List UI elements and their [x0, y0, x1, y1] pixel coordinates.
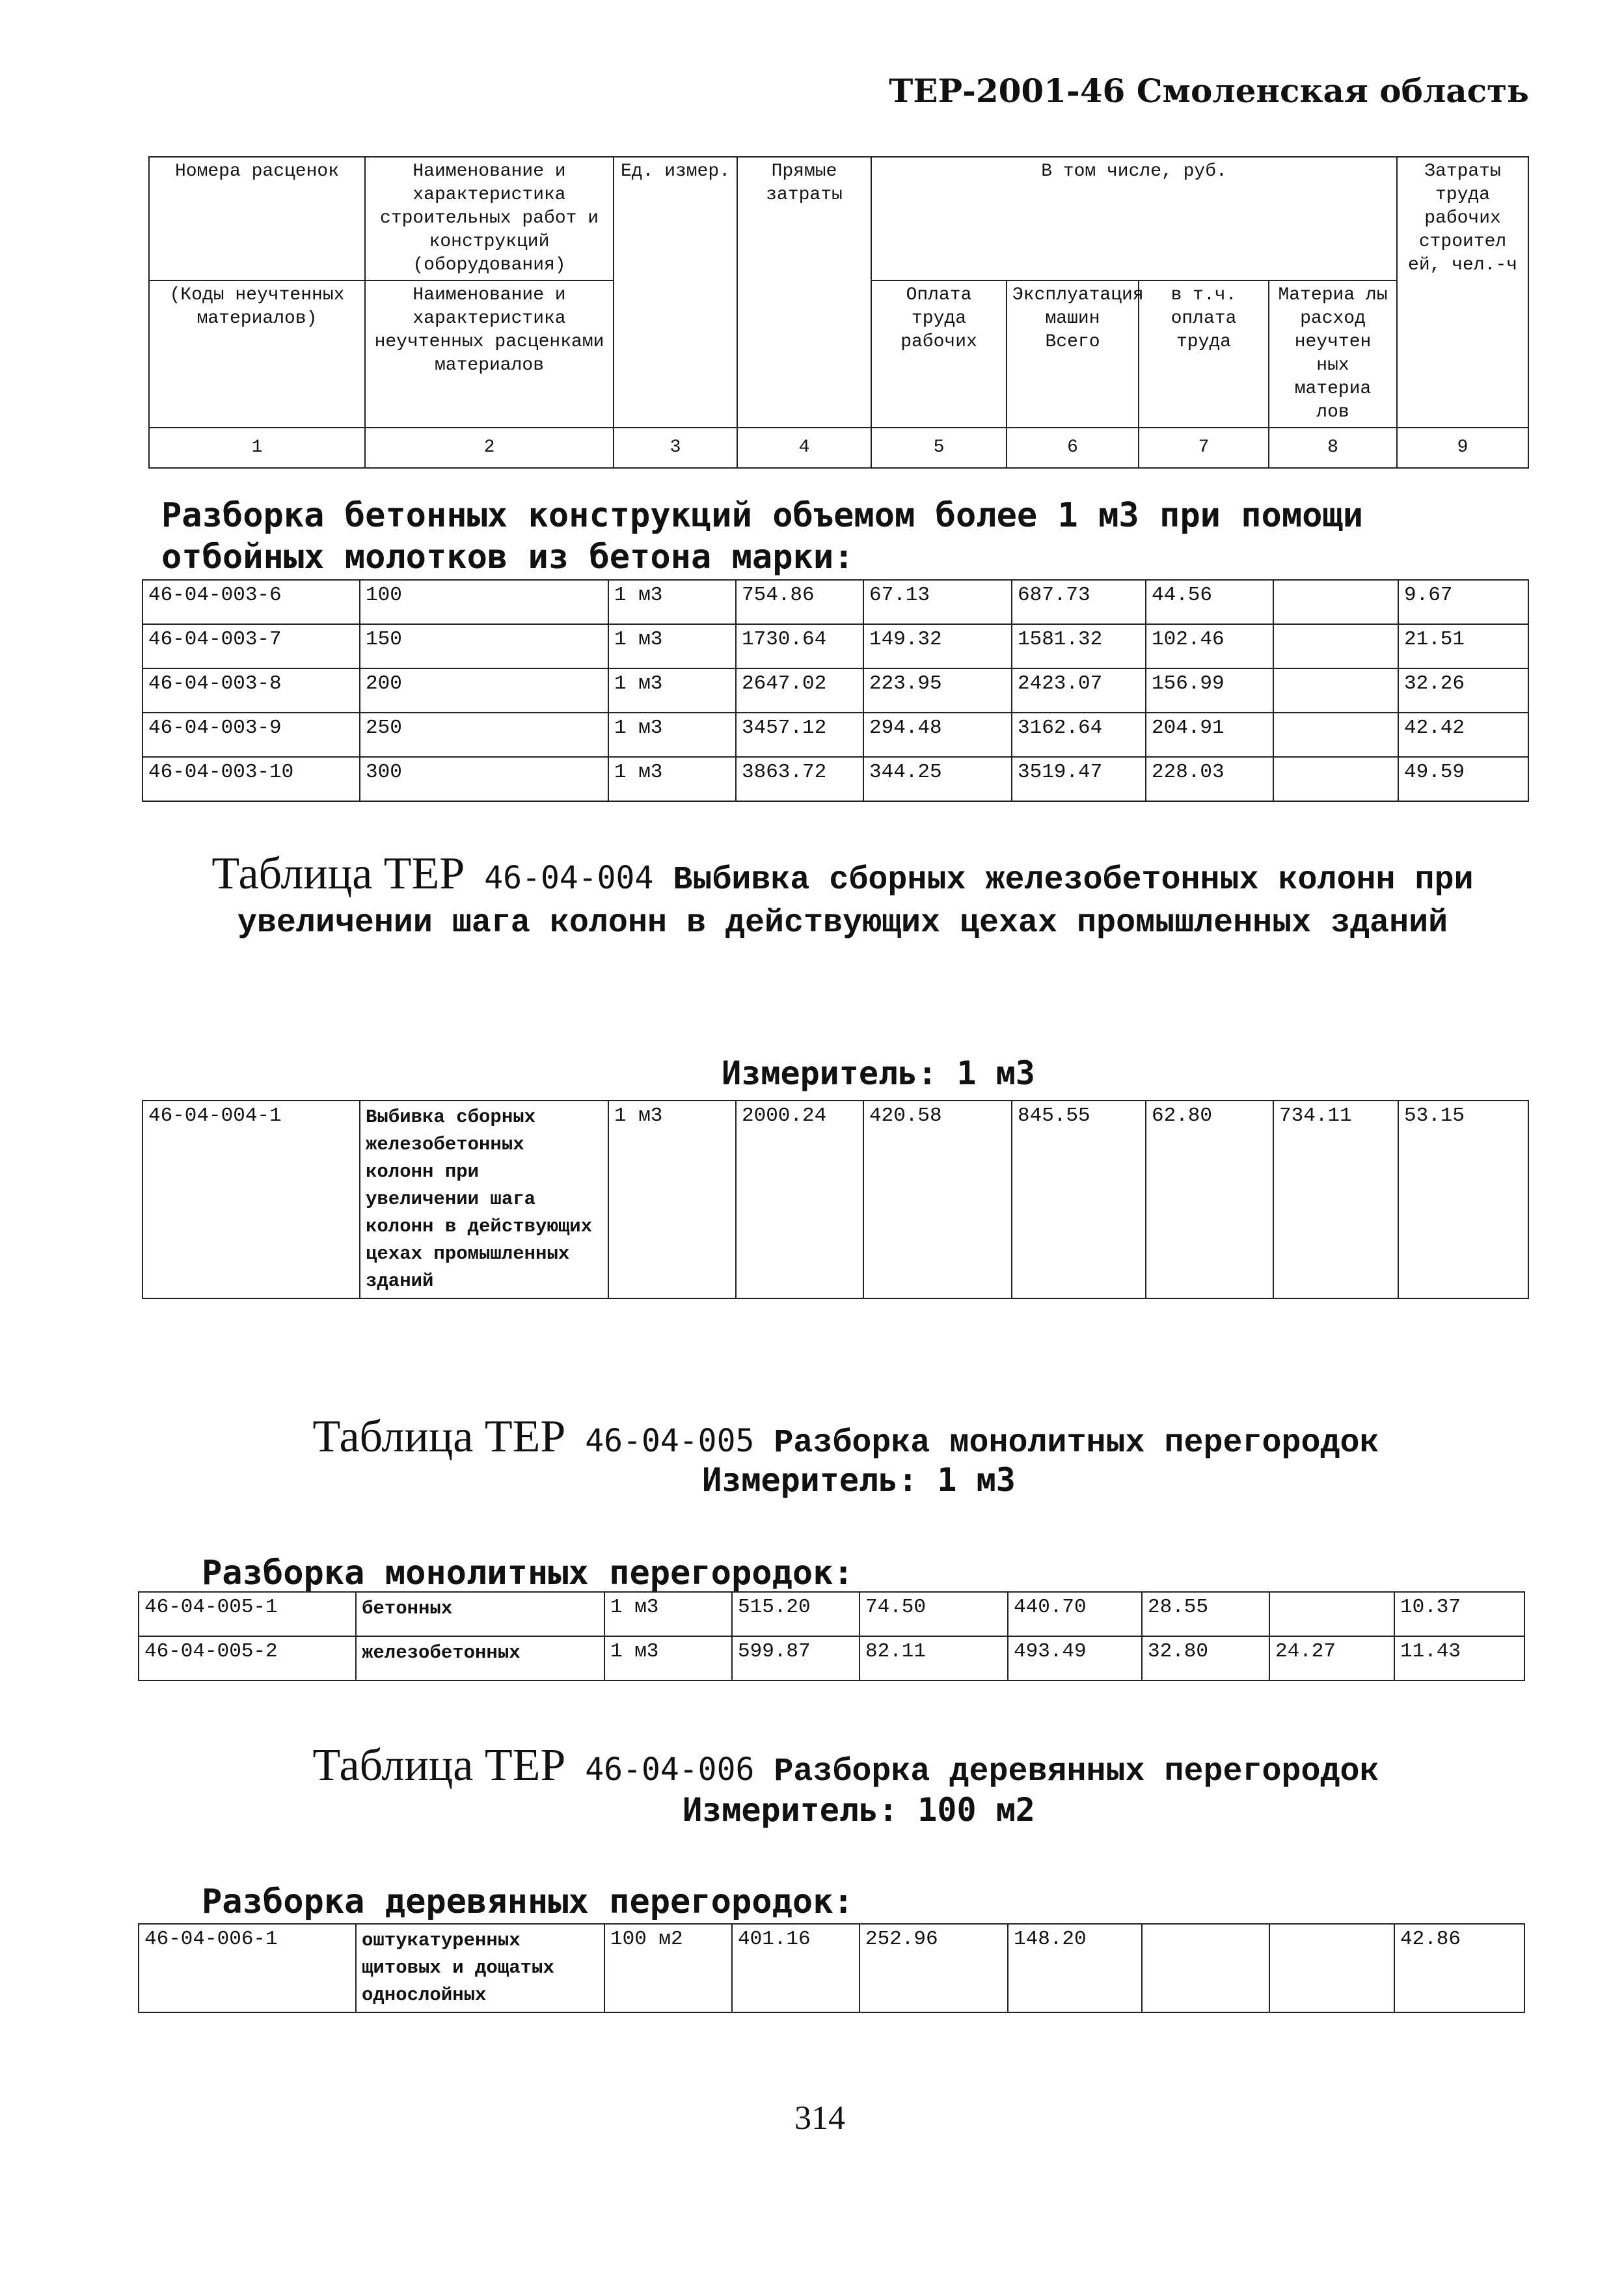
cell-machine-total: 493.49: [1008, 1636, 1142, 1680]
cell-unit: 1 м3: [604, 1636, 732, 1680]
cell-labor-pay: 344.25: [863, 757, 1012, 801]
cell-direct-costs: 3457.12: [736, 713, 863, 757]
cell-direct-costs: 3863.72: [736, 757, 863, 801]
cell-unit: 1 м3: [604, 1592, 732, 1636]
cell-machine-labor: 102.46: [1146, 624, 1273, 668]
cell-machine-total: 687.73: [1012, 580, 1146, 624]
cell-work-name: 250: [360, 713, 608, 757]
col-number: 1: [149, 428, 365, 468]
cell-machine-labor: 62.80: [1146, 1101, 1273, 1298]
column-header-table: [148, 156, 1529, 469]
col-unaccounted-name: Наименование и характеристика неучтенных расценками материалов: [365, 281, 614, 428]
cell-unit: 1 м3: [608, 668, 736, 713]
cell-rate-code: 46-04-003-6: [142, 580, 360, 624]
table-row: [142, 668, 1528, 713]
cell-labor-pay: 420.58: [863, 1101, 1012, 1298]
cell-labor-pay: 149.32: [863, 624, 1012, 668]
cell-rate-code: 46-04-003-7: [142, 624, 360, 668]
cell-direct-costs: 1730.64: [736, 624, 863, 668]
cell-machine-total: 3162.64: [1012, 713, 1146, 757]
section-title-005: Разборка монолитных перегородок:: [202, 1554, 854, 1593]
table-row: [142, 757, 1528, 801]
cell-labor-pay: 67.13: [863, 580, 1012, 624]
col-number: 5: [871, 428, 1007, 468]
cell-materials: [1269, 1592, 1394, 1636]
rows-003: [142, 580, 1528, 801]
cell-materials: [1273, 624, 1398, 668]
rows-006: [139, 1924, 1524, 2012]
cell-labor-pay: 294.48: [863, 713, 1012, 757]
cell-work-name: Выбивка сборных железобетонных колонн при увеличении шага колонн в действующих цехах промышленных зданий: [360, 1101, 608, 1298]
col-including: В том числе, руб.: [871, 157, 1397, 281]
table-row: [142, 624, 1528, 668]
rates-table-004: [142, 1100, 1529, 1299]
cell-labor-costs: 42.42: [1398, 713, 1528, 757]
cell-work-name: оштукатуренных щитовых и дощатых однослойных: [356, 1924, 604, 2012]
measure-006: Измеритель: 100 м2: [683, 1791, 1035, 1829]
cell-materials: [1273, 713, 1398, 757]
document-header: ТЕР-2001-46 Смоленская область: [889, 72, 1529, 110]
rows-004: [142, 1101, 1528, 1298]
table-row: [139, 1924, 1524, 2012]
cell-materials: [1273, 757, 1398, 801]
cell-direct-costs: 2000.24: [736, 1101, 863, 1298]
cell-machine-labor: 28.55: [1142, 1592, 1269, 1636]
col-number: 9: [1397, 428, 1528, 468]
cell-work-name: 300: [360, 757, 608, 801]
rows-005: [139, 1592, 1524, 1680]
cell-labor-costs: 32.26: [1398, 668, 1528, 713]
col-work-name: Наименование и характеристика строительных работ и конструкций (оборудования): [365, 157, 614, 281]
cell-machine-total: 148.20: [1008, 1924, 1142, 2012]
cell-direct-costs: 754.86: [736, 580, 863, 624]
cell-labor-pay: 74.50: [859, 1592, 1008, 1636]
page-number: 314: [794, 2100, 845, 2137]
cell-machine-total: 3519.47: [1012, 757, 1146, 801]
section-title: Разборка бетонных конструкций объемом более 1 м3 при помощи отбойных молотков из бетона марки:: [161, 496, 1364, 577]
table-row: [142, 1101, 1528, 1298]
cell-rate-code: 46-04-004-1: [142, 1101, 360, 1298]
cell-work-name: бетонных: [356, 1592, 604, 1636]
cell-materials: 24.27: [1269, 1636, 1394, 1680]
cell-unit: 1 м3: [608, 713, 736, 757]
table-row: [139, 1592, 1524, 1636]
cell-rate-code: 46-04-003-10: [142, 757, 360, 801]
cell-unit: 1 м3: [608, 624, 736, 668]
col-number: 2: [365, 428, 614, 468]
col-materials: Материа лы расход неучтен ных материа лов: [1269, 281, 1397, 428]
cell-materials: [1269, 1924, 1394, 2012]
cell-rate-code: 46-04-005-1: [139, 1592, 356, 1636]
cell-labor-costs: 10.37: [1394, 1592, 1524, 1636]
cell-machine-labor: 228.03: [1146, 757, 1273, 801]
cell-unit: 1 м3: [608, 580, 736, 624]
col-total: Всего: [1045, 332, 1100, 352]
rates-table-005: [138, 1591, 1525, 1681]
cell-machine-total: 440.70: [1008, 1592, 1142, 1636]
cell-materials: [1273, 668, 1398, 713]
col-machine-total: [1007, 281, 1144, 428]
cell-unit: 1 м3: [608, 757, 736, 801]
cell-labor-pay: 223.95: [863, 668, 1012, 713]
table-row: [142, 580, 1528, 624]
cell-labor-pay: 82.11: [859, 1636, 1008, 1680]
cell-work-name: 100: [360, 580, 608, 624]
cell-direct-costs: 599.87: [732, 1636, 859, 1680]
table-title-004: Таблица ТЕР 46-04-004 Выбивка сборных железобетонных колонн при увеличении шага колонн в действующих цехах промышленных зданий: [211, 849, 1474, 942]
col-number: 3: [614, 428, 737, 468]
col-unaccounted-consumption: расход неучтен ных материа лов: [1294, 308, 1372, 422]
cell-machine-labor: [1142, 1924, 1269, 2012]
col-machine-ops: Эксплуатация машин: [1012, 285, 1144, 329]
col-rates-code: Номера расценок: [149, 157, 365, 281]
cell-labor-pay: 252.96: [859, 1924, 1008, 2012]
cell-work-name: 200: [360, 668, 608, 713]
cell-machine-total: 2423.07: [1012, 668, 1146, 713]
col-number: 4: [737, 428, 871, 468]
cell-machine-labor: 32.80: [1142, 1636, 1269, 1680]
cell-materials: 734.11: [1273, 1101, 1398, 1298]
measure-005: Измеритель: 1 м3: [702, 1461, 1016, 1499]
col-number: 7: [1139, 428, 1269, 468]
cell-machine-labor: 204.91: [1146, 713, 1273, 757]
cell-machine-total: 845.55: [1012, 1101, 1146, 1298]
cell-rate-code: 46-04-003-9: [142, 713, 360, 757]
cell-unit: 1 м3: [608, 1101, 736, 1298]
col-labor-costs: Затраты труда рабочих строител ей, чел.-ч: [1397, 157, 1528, 428]
cell-labor-costs: 11.43: [1394, 1636, 1524, 1680]
cell-machine-labor: 156.99: [1146, 668, 1273, 713]
col-unit: Ед. измер.: [614, 157, 737, 428]
cell-work-name: железобетонных: [356, 1636, 604, 1680]
cell-unit: 100 м2: [604, 1924, 732, 2012]
cell-work-name: 150: [360, 624, 608, 668]
col-incl-labor: в т.ч. оплата труда: [1139, 281, 1269, 428]
cell-labor-costs: 9.67: [1398, 580, 1528, 624]
table-row: [139, 1636, 1524, 1680]
cell-direct-costs: 2647.02: [736, 668, 863, 713]
col-labor-pay: Оплата труда рабочих: [871, 281, 1007, 428]
col-unaccounted-codes-cell: (Коды неучтенных материалов): [149, 281, 365, 428]
measure-004: Измеритель: 1 м3: [722, 1054, 1035, 1092]
rates-table-006: [138, 1923, 1525, 2013]
cell-rate-code: 46-04-003-8: [142, 668, 360, 713]
cell-materials: [1273, 580, 1398, 624]
cell-labor-costs: 49.59: [1398, 757, 1528, 801]
cell-rate-code: 46-04-005-2: [139, 1636, 356, 1680]
cell-rate-code: 46-04-006-1: [139, 1924, 356, 2012]
table-title-005: Таблица ТЕР 46-04-005 Разборка монолитных перегородок: [312, 1412, 1379, 1462]
cell-machine-total: 1581.32: [1012, 624, 1146, 668]
col-number: 8: [1269, 428, 1397, 468]
cell-labor-costs: 42.86: [1394, 1924, 1524, 2012]
table-title-006: Таблица ТЕР 46-04-006 Разборка деревянных перегородок: [312, 1740, 1379, 1790]
rates-table-003: [142, 579, 1529, 802]
cell-labor-costs: 21.51: [1398, 624, 1528, 668]
section-title-006: Разборка деревянных перегородок:: [202, 1882, 854, 1921]
cell-labor-costs: 53.15: [1398, 1101, 1528, 1298]
cell-machine-labor: 44.56: [1146, 580, 1273, 624]
cell-direct-costs: 401.16: [732, 1924, 859, 2012]
col-number: 6: [1007, 428, 1139, 468]
table-row: [142, 713, 1528, 757]
cell-direct-costs: 515.20: [732, 1592, 859, 1636]
col-direct-costs: Прямые затраты: [737, 157, 871, 428]
